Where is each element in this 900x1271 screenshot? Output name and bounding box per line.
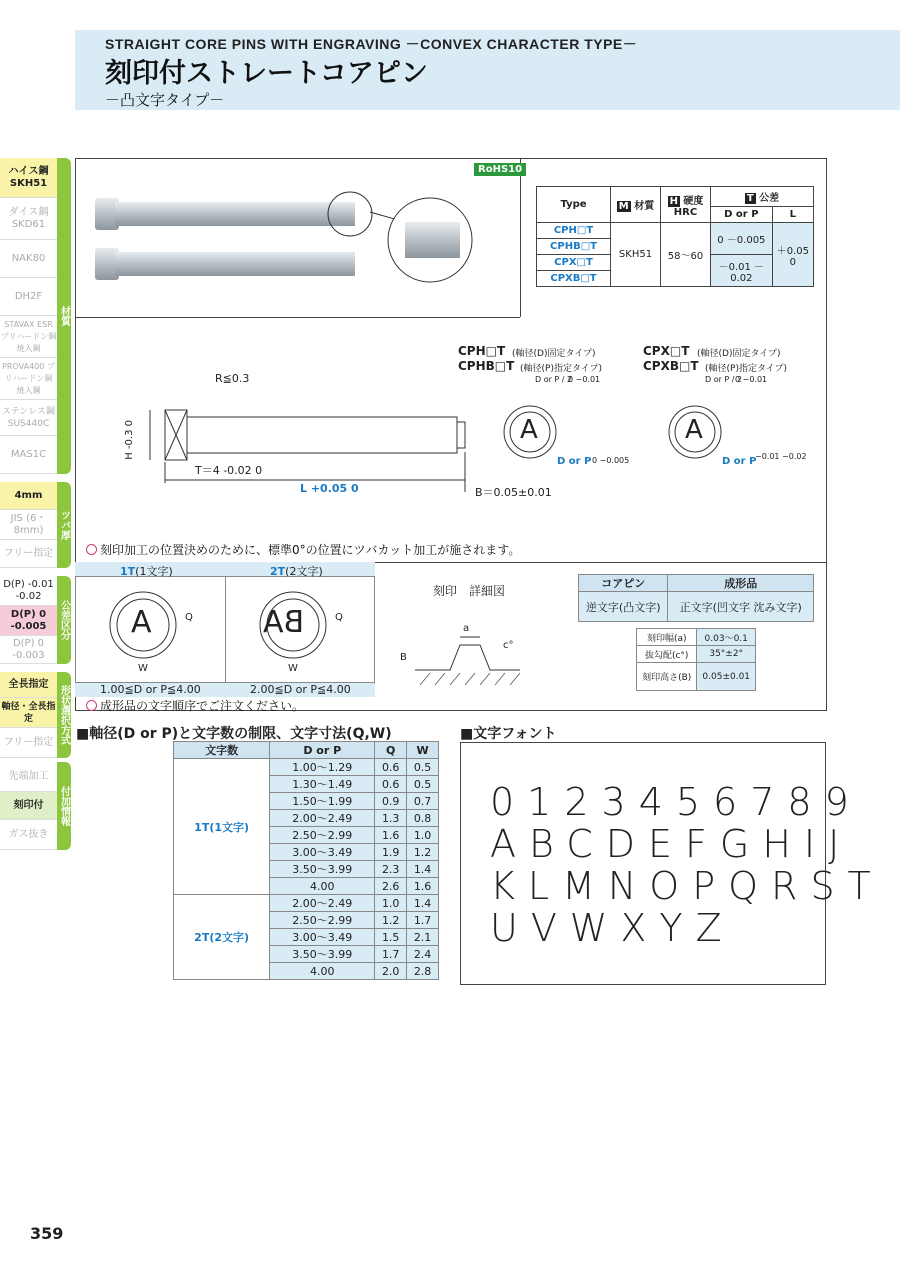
sidebar-item-skh51[interactable]: ハイス鋼 SKH51 [0, 158, 57, 198]
sidebar-item-tol2[interactable]: D(P) 0 -0.005 [0, 606, 57, 636]
sidebar-item-mas1c[interactable]: MAS1C [0, 436, 57, 474]
sidebar-item-dh2f[interactable]: DH2F [0, 278, 57, 316]
sidebar-item-shape-free[interactable]: フリー指定 [0, 728, 57, 758]
tab-tolerance: 公差区分 [57, 576, 71, 664]
spec-table: Type M 材質 H 硬度 HRC T 公差 D or P L CPH□T SKH51 58～60 0 －0.005 ＋0.05 0 CPHB□T CPX□T －0.01 －0.02 CPXB□T [536, 186, 814, 287]
type-cpxb[interactable]: CPXB□T [537, 271, 611, 287]
order-note: 成形品の文字順序でご注文ください。 [86, 697, 304, 714]
sidebar-item-gas[interactable]: ガス抜き [0, 820, 57, 850]
sidebar-item-length[interactable]: 全長指定 [0, 672, 57, 698]
sidebar-item-jis[interactable]: JIS (6・8mm) [0, 510, 57, 540]
font-row-a-j: ABCDEFGHIJ [490, 822, 853, 866]
product-photo [85, 170, 515, 310]
sidebar-item-tip[interactable]: 先端加工 [0, 762, 57, 792]
tab-material: 材質 [57, 158, 71, 474]
font-row-u-z: UVWXYZ [490, 906, 735, 950]
limit-title: ■軸径(D or P)と文字数の制限、文字寸法(Q,W) [76, 726, 392, 742]
sidebar-item-stavax[interactable]: STAVAX ESR プリハードン鋼 焼入鋼 [0, 316, 57, 358]
font-title: ■文字フォント [460, 726, 557, 742]
engraving-spec-table: 刻印幅(a) 0.03～0.1 抜勾配(c°) 35°±2° 刻印高さ(B) 0.05±0.01 [636, 628, 756, 691]
core-table: コアピン 成形品 逆文字(凸文字) 正文字(凹文字 沈み文字) [578, 574, 814, 622]
limit-table: 文字数 D or P Q W 1T(1文字) 1.00～1.29 0.6 0.5 1.30～1.49 0.6 0.5 1.50～1.99 0.9 0.7 2.00～2.49 1.3 0.8 2.50～2.99 1.6 1.0 3.00～3.49 1.9 1.2 3.50～3.99 2.3 1.4 4.00 2.6 1.6 2T(2文字) 2.00～2.49 1.0 1.4 2.50～2.99 1.2 1.7 3.00～3.49 1.5 2.1 3.50～3.99 1.7 2.4 4.00 2.0 2.8 [173, 741, 439, 980]
type-cphb[interactable]: CPHB□T [537, 239, 611, 255]
tab-flange: ツバ厚 [57, 482, 71, 568]
title-english: STRAIGHT CORE PINS WITH ENGRAVING －CONVEX CHARACTER TYPE－ [105, 36, 638, 52]
sidebar-item-nak80[interactable]: NAK80 [0, 240, 57, 278]
tab-shape: 形状選択方式 [57, 672, 71, 758]
engraving-note: 刻印加工の位置決めのために、標準0°の位置にツバカット加工が施されます。 [86, 541, 520, 558]
sidebar-item-sus440c[interactable]: ステンレス鋼 SUS440C [0, 400, 57, 436]
type-cpx[interactable]: CPX□T [537, 255, 611, 271]
subtitle: －凸文字タイプ－ [105, 91, 225, 109]
page-number: 359 [30, 1224, 64, 1243]
sidebar-item-skd61[interactable]: ダイス鋼 SKD61 [0, 198, 57, 240]
info-icon [86, 544, 97, 555]
tab-extra: 付加情報 [57, 762, 71, 850]
sidebar-item-4mm[interactable]: 4mm [0, 482, 57, 510]
font-row-k-t: KLMNOPQRST [490, 864, 884, 908]
info-icon [86, 700, 97, 711]
sidebar-item-tol3[interactable]: D(P) 0 -0.003 [0, 636, 57, 664]
rohs-badge: RoHS10 [474, 163, 526, 176]
type-cph[interactable]: CPH□T [537, 223, 611, 239]
font-row-digits: 0123456789 [490, 780, 862, 824]
sidebar-item-tol1[interactable]: D(P) -0.01 -0.02 [0, 576, 57, 606]
page-title: 刻印付ストレートコアピン [105, 58, 428, 89]
sidebar-item-flange-free[interactable]: フリー指定 [0, 540, 57, 568]
sidebar-item-engraving[interactable]: 刻印付 [0, 792, 57, 820]
sidebar-item-prova400[interactable]: PROVA400 プリハードン鋼 焼入鋼 [0, 358, 57, 400]
sidebar-item-diameter-length[interactable]: 軸径・全長指定 [0, 698, 57, 728]
